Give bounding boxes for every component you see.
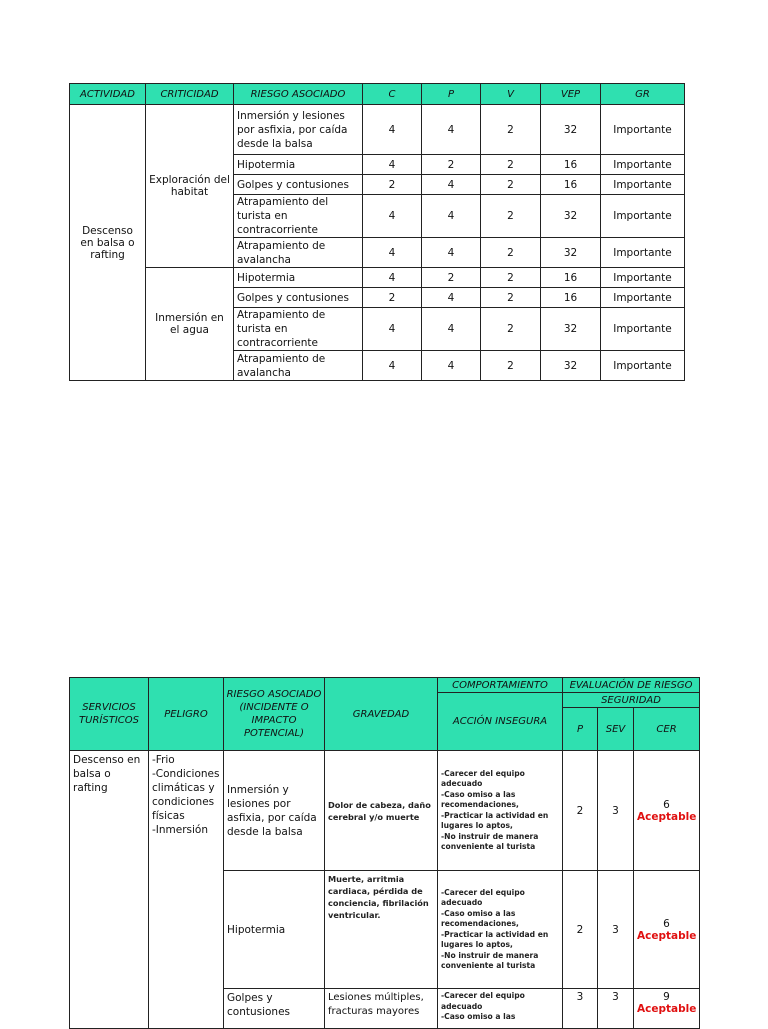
col-servicios-turisticos: SERVICIOS TURÍSTICOS [70, 678, 149, 751]
criticidad-cell: Inmersión en el agua [146, 268, 234, 381]
cer-cell [634, 989, 700, 1029]
vep-cell: 32 [541, 351, 601, 381]
vep-cell: 16 [541, 288, 601, 308]
riesgo-cell: Golpes y contusiones [224, 989, 325, 1029]
v-cell: 2 [481, 268, 541, 288]
v-cell: 2 [481, 308, 541, 351]
sev-cell: 3 [598, 751, 634, 871]
riesgo-cell: Atrapamiento del turista en contracorriente [234, 195, 363, 238]
c-cell: 2 [363, 288, 422, 308]
cer-cell [634, 751, 700, 871]
v-cell: 2 [481, 155, 541, 175]
col-vep: VEP [541, 84, 601, 105]
vep-cell: 32 [541, 105, 601, 155]
riesgo-cell: Hipotermia [224, 871, 325, 989]
p-cell: 4 [422, 238, 481, 268]
cer-value: 6 [663, 917, 670, 930]
v-cell: 2 [481, 175, 541, 195]
servicio-cell: Descenso en balsa o rafting [70, 751, 149, 1029]
col-c: C [363, 84, 422, 105]
cer-value: 9 [663, 991, 670, 1003]
v-cell: 2 [481, 351, 541, 381]
riesgo-cell: Golpes y contusiones [234, 288, 363, 308]
cer-label: Aceptable [637, 1003, 697, 1015]
v-cell: 2 [481, 105, 541, 155]
vep-cell: 32 [541, 238, 601, 268]
table2-header-row [70, 678, 700, 693]
gr-cell: Importante [601, 155, 685, 175]
col-p: P [422, 84, 481, 105]
col-sev: SEV [598, 708, 634, 751]
table-row [70, 268, 685, 288]
accion-cell: -Carecer del equipo adecuado -Caso omiso a las recomendaciones, -Practicar la actividad en lugares lo aptos, -No instruir de manera conveniente al turista [438, 871, 563, 989]
cer-cell [634, 871, 700, 989]
riesgo-cell: Inmersión y lesiones por asfixia, por caída desde la balsa [234, 105, 363, 155]
riesgo-cell: Hipotermia [234, 268, 363, 288]
risk-table-1 [69, 83, 685, 381]
vep-cell: 16 [541, 268, 601, 288]
gr-cell: Importante [601, 175, 685, 195]
col-seguridad: SEGURIDAD [563, 693, 700, 708]
riesgo-cell: Atrapamiento de avalancha [234, 238, 363, 268]
cer-value: 6 [663, 798, 670, 811]
riesgo-cell: Atrapamiento de avalancha [234, 351, 363, 381]
gr-cell: Importante [601, 105, 685, 155]
table1-header-row [70, 84, 685, 105]
cer-label: Aceptable [637, 929, 697, 942]
p-cell: 4 [422, 105, 481, 155]
p-cell: 4 [422, 175, 481, 195]
criticidad-cell: Exploración del habitat [146, 105, 234, 268]
p-cell: 2 [422, 155, 481, 175]
p-cell: 4 [422, 351, 481, 381]
riesgo-cell: Golpes y contusiones [234, 175, 363, 195]
gr-cell: Importante [601, 238, 685, 268]
riesgo-cell: Hipotermia [234, 155, 363, 175]
col-actividad: ACTIVIDAD [70, 84, 146, 105]
vep-cell: 16 [541, 175, 601, 195]
riesgo-cell: Inmersión y lesiones por asfixia, por caída desde la balsa [224, 751, 325, 871]
v-cell: 2 [481, 288, 541, 308]
col-riesgo-asociado: RIESGO ASOCIADO [234, 84, 363, 105]
v-cell: 2 [481, 238, 541, 268]
c-cell: 4 [363, 308, 422, 351]
col-evaluacion-riesgo: EVALUACIÓN DE RIESGO [563, 678, 700, 693]
col-riesgo-asociado: RIESGO ASOCIADO (INCIDENTE O IMPACTO POTENCIAL) [224, 678, 325, 751]
col-cer: CER [634, 708, 700, 751]
table-row [70, 105, 685, 155]
c-cell: 4 [363, 351, 422, 381]
riesgo-cell: Atrapamiento de turista en contracorriente [234, 308, 363, 351]
gr-cell: Importante [601, 288, 685, 308]
vep-cell: 16 [541, 155, 601, 175]
gravedad-cell: Lesiones múltiples, fracturas mayores [325, 989, 438, 1029]
col-gr: GR [601, 84, 685, 105]
table-row [70, 751, 700, 871]
c-cell: 4 [363, 155, 422, 175]
p-cell: 2 [563, 751, 598, 871]
vep-cell: 32 [541, 195, 601, 238]
c-cell: 4 [363, 238, 422, 268]
col-v: V [481, 84, 541, 105]
col-accion-insegura: ACCIÓN INSEGURA [438, 693, 563, 751]
c-cell: 2 [363, 175, 422, 195]
col-comportamiento: COMPORTAMIENTO [438, 678, 563, 693]
col-p: P [563, 708, 598, 751]
cer-label: Aceptable [637, 810, 697, 823]
c-cell: 4 [363, 105, 422, 155]
p-cell: 4 [422, 288, 481, 308]
risk-table-2 [69, 677, 700, 1029]
p-cell: 2 [422, 268, 481, 288]
sev-cell: 3 [598, 989, 634, 1029]
col-criticidad: CRITICIDAD [146, 84, 234, 105]
accion-cell: -Carecer del equipo adecuado -Caso omiso a las recomendaciones, -Practicar la actividad en lugares lo aptos, -No instruir de manera conveniente al turista [438, 751, 563, 871]
c-cell: 4 [363, 195, 422, 238]
sev-cell: 3 [598, 871, 634, 989]
actividad-cell: Descenso en balsa o rafting [70, 105, 146, 381]
gravedad-cell: Muerte, arritmia cardiaca, pérdida de conciencia, fibrilación ventricular. [325, 871, 438, 989]
peligro-cell: -Frio -Condiciones climáticas y condiciones físicas -Inmersión [149, 751, 224, 1029]
c-cell: 4 [363, 268, 422, 288]
gr-cell: Importante [601, 351, 685, 381]
p-cell: 4 [422, 195, 481, 238]
gr-cell: Importante [601, 268, 685, 288]
col-gravedad: GRAVEDAD [325, 678, 438, 751]
p-cell: 2 [563, 871, 598, 989]
p-cell: 4 [422, 308, 481, 351]
col-peligro: PELIGRO [149, 678, 224, 751]
gr-cell: Importante [601, 308, 685, 351]
p-cell: 3 [563, 989, 598, 1029]
accion-cell: -Carecer del equipo adecuado -Caso omiso a las [438, 989, 563, 1029]
gravedad-cell: Dolor de cabeza, daño cerebral y/o muerte [325, 751, 438, 871]
vep-cell: 32 [541, 308, 601, 351]
gr-cell: Importante [601, 195, 685, 238]
v-cell: 2 [481, 195, 541, 238]
